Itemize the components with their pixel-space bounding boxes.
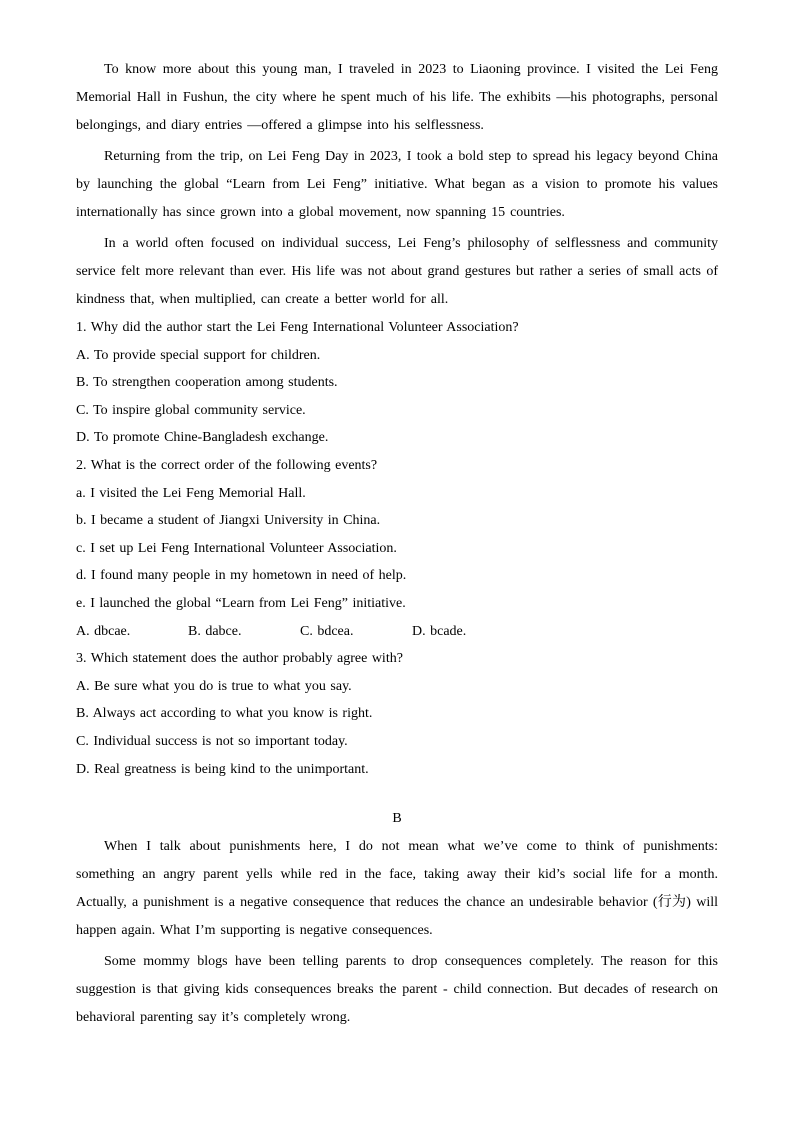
question-1 bbox=[76, 314, 718, 452]
option-d: D. To promote Chine-Bangladesh exchange. bbox=[76, 430, 329, 446]
option-c: C. Individual success is not so important today. bbox=[76, 733, 348, 749]
paragraph: In a world often focused on individual success, Lei Feng’s philosophy of selflessness and community service felt more relevant than ever. His life was not about grand gestures but rather a series of small acts of kindness that, when multiplied, can create a better world for all. bbox=[76, 236, 718, 307]
question-text: 1. Why did the author start the Lei Feng International Volunteer Association? bbox=[76, 320, 519, 335]
section-heading: B bbox=[392, 811, 402, 827]
question-text: 3. Which statement does the author probably agree with? bbox=[76, 651, 403, 667]
paragraph: To know more about this young man, I traveled in 2023 to Liaoning province. I visited the Lei Feng Memorial Hall in Fushun, the city where he spent much of his life. The exhibits —his photographs, personal belongings, and diary entries —offered a glimpse into his selflessness. bbox=[76, 62, 718, 133]
question-2 bbox=[76, 452, 718, 645]
paragraph: When I talk about punishments here, I do not mean what we’ve come to think of punishments: something an angry parent yells while red in the face, taking away their kid’s social life for a month. Actually, a punishment is a negative consequence that reduces the chance an undesirable behavior (行为) will happen again. What I’m supporting is negative consequences. bbox=[76, 839, 718, 939]
question-text: 2. What is the correct order of the following events? bbox=[76, 457, 378, 473]
event-d: d. I found many people in my hometown in need of help. bbox=[76, 568, 407, 584]
option-a: A. To provide special support for children. bbox=[76, 347, 321, 363]
event-c: c. I set up Lei Feng International Volunteer Association. bbox=[76, 540, 397, 556]
paragraph: Returning from the trip, on Lei Feng Day in 2023, I took a bold step to spread his legacy beyond China by launching the global “Learn from Lei Feng” initiative. What began as a vision to promote his values internationally has since grown into a global movement, now spanning 15 countries. bbox=[76, 149, 718, 220]
option-c: C. bdcea. bbox=[300, 623, 354, 639]
event-b: b. I became a student of Jiangxi University in China. bbox=[76, 513, 381, 529]
paragraph: Some mommy blogs have been telling parents to drop consequences completely. The reason for this suggestion is that giving kids consequences breaks the parent - child connection. But decades of research on behavioral parenting say it’s completely wrong. bbox=[76, 954, 718, 1026]
document-page bbox=[76, 56, 718, 1035]
event-a: a. I visited the Lei Feng Memorial Hall. bbox=[76, 485, 306, 501]
option-b: B. dabce. bbox=[188, 623, 242, 639]
option-d: D. Real greatness is being kind to the unimportant. bbox=[76, 761, 369, 777]
option-b: B. Always act according to what you know is right. bbox=[76, 706, 373, 722]
option-c: C. To inspire global community service. bbox=[76, 402, 306, 418]
option-b: B. To strengthen cooperation among students. bbox=[76, 375, 338, 391]
option-a: A. dbcae. bbox=[76, 623, 131, 639]
event-e: e. I launched the global “Learn from Lei Feng” initiative. bbox=[76, 595, 406, 611]
question-3 bbox=[76, 645, 718, 783]
option-d: D. bcade. bbox=[412, 623, 467, 639]
options-row bbox=[76, 618, 718, 646]
option-a: A. Be sure what you do is true to what you say. bbox=[76, 678, 352, 694]
